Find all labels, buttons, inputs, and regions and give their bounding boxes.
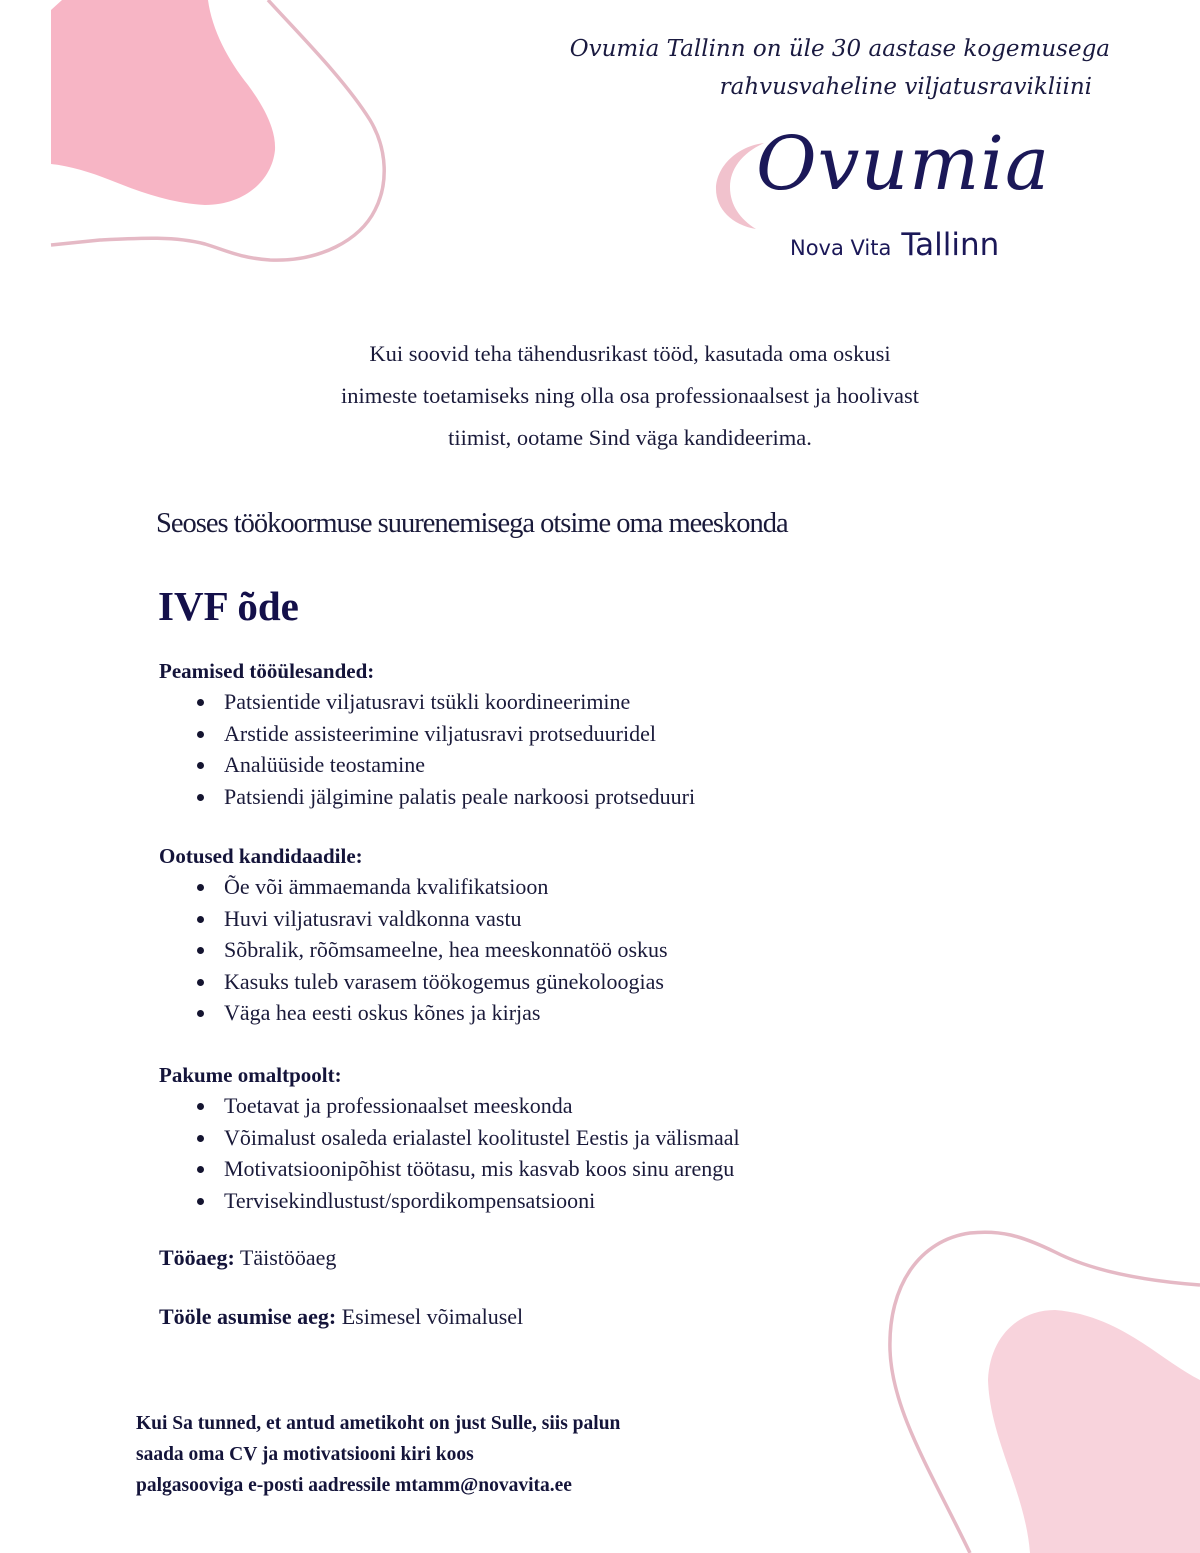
task-list bbox=[159, 686, 695, 812]
contact-line-3-prefix: palgasooviga e-posti aadressile bbox=[136, 1475, 396, 1496]
start-date bbox=[159, 1304, 523, 1330]
lead-text: Seoses töökoormuse suurenemisega otsime oma meeskonda bbox=[156, 508, 788, 539]
list-item: Patsiendi jälgimine palatis peale narkoosi protseduuri bbox=[159, 781, 695, 813]
tagline-line-1: Ovumia Tallinn on üle 30 aastase kogemusega bbox=[569, 36, 1110, 62]
working-hours-label: Tööaeg: bbox=[159, 1245, 235, 1270]
intro-paragraph bbox=[240, 333, 1020, 459]
logo-sub-nova-vita: Nova Vita bbox=[790, 236, 892, 260]
intro-line-3: tiimist, ootame Sind väga kandideerima. bbox=[448, 425, 812, 450]
contact-line-2: saada oma CV ja motivatsiooni kiri koos bbox=[136, 1444, 474, 1465]
email-link[interactable]: mtamm@novavita.ee bbox=[395, 1475, 572, 1496]
section-heading: Ootused kandidaadile: bbox=[159, 844, 363, 868]
logo-sub-tallinn: Tallinn bbox=[901, 227, 1000, 263]
list-item: Õe või ämmaemanda kvalifikatsioon bbox=[159, 871, 668, 903]
decorative-pink-blob-bottom-right bbox=[860, 1200, 1200, 1553]
logo-subtitle bbox=[790, 227, 999, 263]
contact-line-3 bbox=[136, 1470, 620, 1501]
working-hours bbox=[159, 1245, 336, 1271]
ovumia-logo bbox=[712, 121, 1092, 275]
list-item: Analüüside teostamine bbox=[159, 749, 695, 781]
list-item: Patsientide viljatusravi tsükli koordineerimine bbox=[159, 686, 695, 718]
clinic-tagline bbox=[490, 30, 1110, 106]
list-item: Tervisekindlustust/spordikompensatsiooni bbox=[159, 1185, 740, 1217]
offer-list bbox=[159, 1090, 740, 1216]
list-item: Arstide assisteerimine viljatusravi protseduuridel bbox=[159, 718, 695, 750]
start-date-value: Esimesel võimalusel bbox=[341, 1304, 524, 1329]
list-item: Sõbralik, rõõmsameelne, hea meeskonnatöö oskus bbox=[159, 934, 668, 966]
list-item: Toetavat ja professionaalset meeskonda bbox=[159, 1090, 740, 1122]
intro-line-2: inimeste toetamiseks ning olla osa professionaalsest ja hoolivast bbox=[340, 383, 919, 408]
expectations-list bbox=[159, 871, 668, 1029]
job-title: IVF õde bbox=[158, 583, 299, 629]
section-expectations bbox=[159, 841, 668, 1029]
contact-line-1: Kui Sa tunned, et antud ametikoht on just Sulle, siis palun bbox=[136, 1413, 621, 1434]
list-item: Motivatsioonipõhist töötasu, mis kasvab koos sinu arengu bbox=[159, 1153, 740, 1185]
working-hours-value: Täistööaeg bbox=[239, 1245, 337, 1270]
section-offer bbox=[159, 1060, 740, 1216]
logo-wordmark: Ovumia bbox=[756, 121, 1051, 207]
list-item: Võimalust osaleda erialastel koolitustel Eestis ja välismaal bbox=[159, 1122, 740, 1154]
contact-info bbox=[136, 1408, 620, 1501]
list-item: Kasuks tuleb varasem töökogemus günekoloogias bbox=[159, 966, 668, 998]
list-item: Väga hea eesti oskus kõnes ja kirjas bbox=[159, 997, 668, 1029]
decorative-pink-blob-top-left bbox=[0, 0, 400, 270]
tagline-line-2: rahvusvaheline viljatusravikliini bbox=[719, 74, 1092, 100]
section-heading: Peamised tööülesanded: bbox=[159, 659, 375, 683]
list-item: Huvi viljatusravi valdkonna vastu bbox=[159, 903, 668, 935]
section-main-tasks bbox=[159, 656, 695, 812]
start-date-label: Tööle asumise aeg: bbox=[159, 1304, 337, 1329]
intro-line-1: Kui soovid teha tähendusrikast tööd, kasutada oma oskusi bbox=[369, 341, 891, 366]
section-heading: Pakume omaltpoolt: bbox=[159, 1063, 342, 1087]
